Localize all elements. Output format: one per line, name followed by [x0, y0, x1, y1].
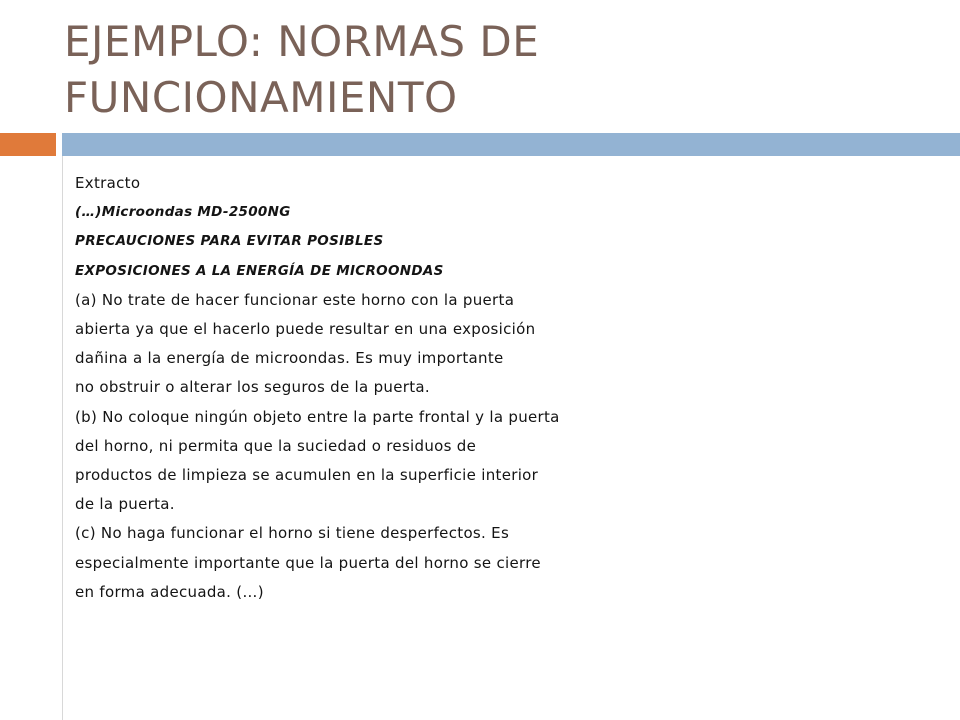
body-line: (a) No trate de hacer funcionar este horno con la puerta	[75, 290, 515, 309]
content-divider	[62, 156, 63, 720]
body-line: de la puerta.	[75, 495, 175, 514]
body-line: dañina a la energía de microondas. Es muy importante	[75, 349, 504, 368]
slide-title-line-2: FUNCIONAMIENTO	[64, 73, 458, 122]
body-line: especialmente importante que la puerta del horno se cierre	[75, 553, 541, 572]
body-line: (c) No haga funcionar el horno si tiene desperfectos. Es	[75, 524, 510, 543]
slide-title-line-1: EJEMPLO: NORMAS DE	[64, 17, 540, 66]
slide-body	[75, 169, 935, 607]
body-line: abierta ya que el hacerlo puede resultar en una exposición	[75, 320, 536, 339]
body-line: no obstruir o alterar los seguros de la puerta.	[75, 378, 430, 397]
body-line-product: (…)Microondas MD-2500NG	[75, 204, 291, 221]
body-line: productos de limpieza se acumulen en la superficie interior	[75, 466, 539, 485]
accent-bar-blue	[62, 133, 960, 156]
body-line-heading-2: EXPOSICIONES A LA ENERGÍA DE MICROONDAS	[75, 262, 444, 279]
body-line: del horno, ni permita que la suciedad o residuos de	[75, 436, 477, 455]
body-line: (b) No coloque ningún objeto entre la parte frontal y la puerta	[75, 407, 560, 426]
slide-title	[64, 14, 924, 126]
body-line-extracto: Extracto	[75, 174, 141, 192]
body-line-heading-1: PRECAUCIONES PARA EVITAR POSIBLES	[75, 233, 384, 250]
accent-bar-orange	[0, 133, 56, 156]
body-line: en forma adecuada. (…)	[75, 582, 264, 601]
